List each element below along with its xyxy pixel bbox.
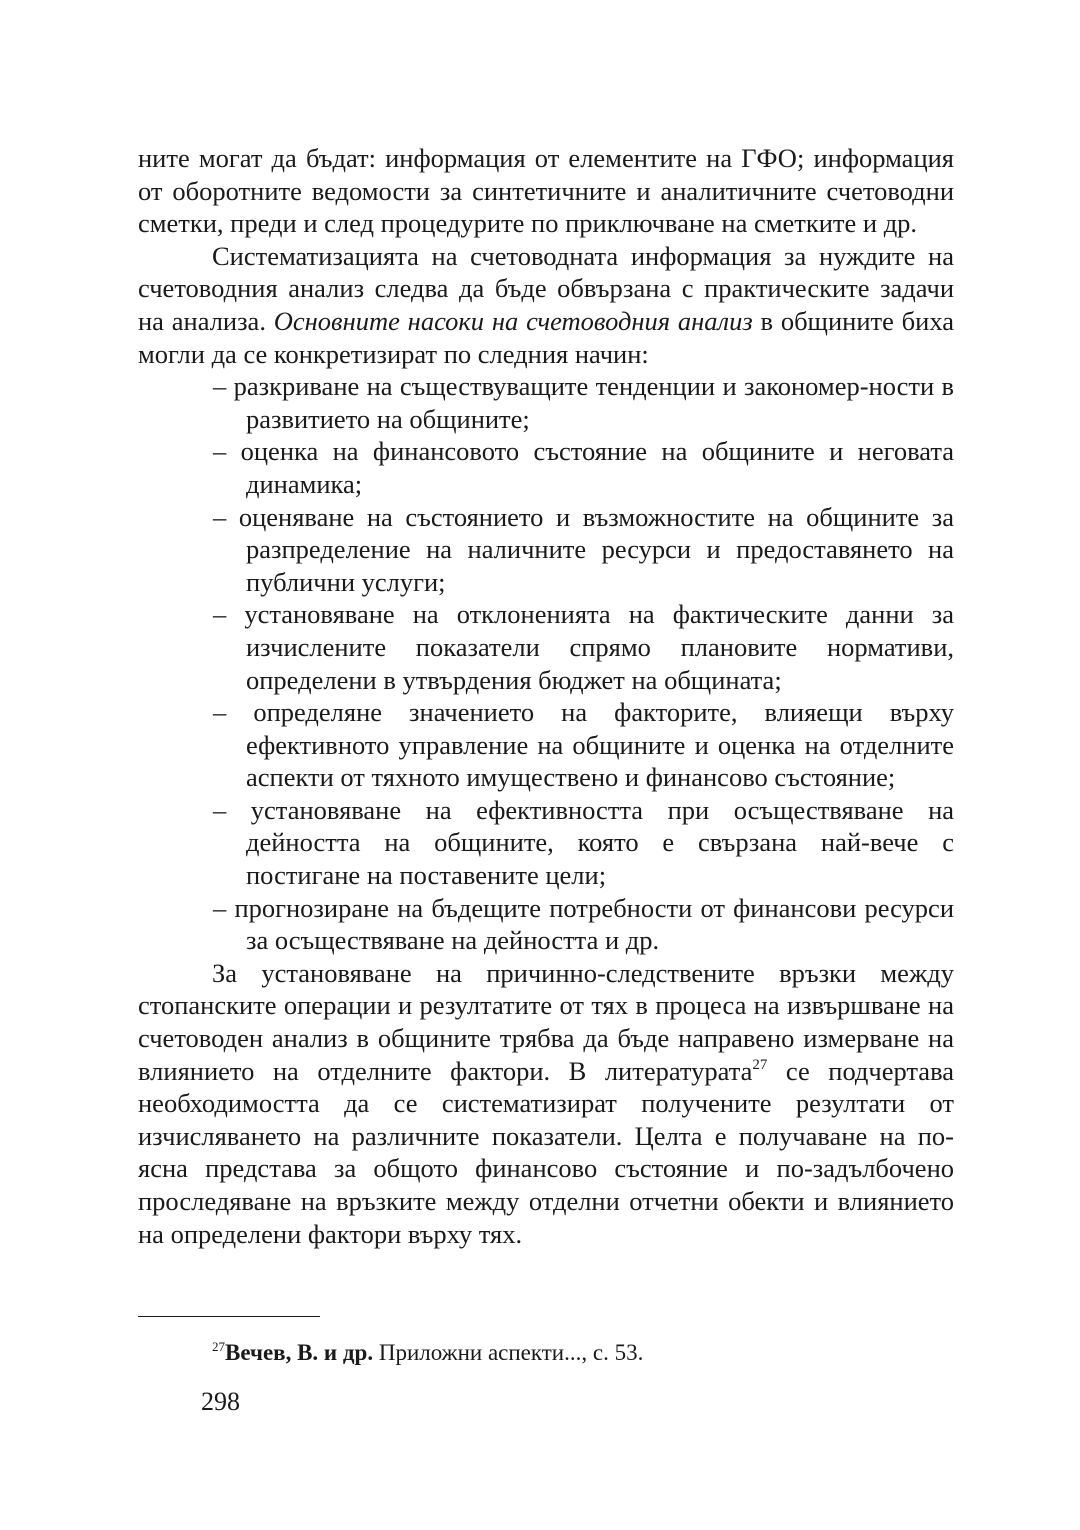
italic-phrase: Основните насоки на счетоводния анализ (273, 305, 753, 336)
page-number: 298 (201, 1387, 240, 1416)
paragraph-systematization (138, 240, 954, 370)
dash-marker: – (213, 794, 227, 825)
list-item-text: установяване на отклоненията на фактическите данни за изчислените показатели спрямо плановите нормативи, определени в утвърдения бюджет на общината; (244, 599, 954, 695)
dash-marker: – (213, 892, 227, 923)
dash-marker: – (213, 436, 227, 467)
list-item (213, 435, 954, 500)
list-item (213, 370, 955, 435)
paragraph-text: в общините биха могли да се конкретизират по следния начин: (138, 305, 954, 369)
list-item-text: установяване на ефективността при осъществяване на дейността на общините, която е свързана най-вече с постигане на поставените цели; (246, 794, 955, 891)
list-item (213, 794, 955, 892)
footnote-separator (138, 1316, 320, 1317)
paragraph-text: За установяване на причинно-следствените връзки между стопанските операции и резултатите от тях в процеса на извършване на счетоводен анализ в общините трябва да бъде направено измерване на влиянието на отделните фактори. В литературата (138, 957, 954, 1086)
list-item (213, 598, 954, 696)
list-item (213, 696, 955, 794)
footnote-number: 27 (212, 1339, 225, 1354)
dash-marker: – (213, 599, 227, 630)
body-text (138, 142, 954, 1250)
paragraph-continued: ните могат да бъдат: информация от елементите на ГФО; информация от оборотните ведомости за синтетичните и аналитичните счетоводни сметки, преди и след процедурите по приключване на сметките и др. (138, 143, 954, 239)
list-item-text: оценяване на състоянието и възможностите на общините за разпределение на наличните ресурси и предоставянето на публични услуги; (238, 501, 954, 597)
dash-marker: – (213, 501, 227, 532)
list-item (213, 501, 954, 599)
list-item (213, 892, 955, 957)
dash-marker: – (213, 371, 227, 402)
footnote-author: Вечев, В. и др. (225, 1340, 374, 1365)
list-item-text: оценка на финансовото състояние на общините и неговата динамика; (240, 436, 954, 499)
paragraph-text: се подчертава необходимостта да се систематизират получените резултати от изчисляването на различните показатели. Целта е получаване на по-ясна представа за общото финансово състояние и по-задълбочено проследяване на връзките между отделни отчетни обекти и влиянието на определени фактори върху тях. (138, 1055, 954, 1249)
footnote (212, 1338, 643, 1368)
paragraph-causal-links (138, 957, 954, 1250)
list-item-text: прогнозиране на бъдещите потребности от финансови ресурси за осъществяване на дейността и др. (234, 892, 955, 956)
dash-marker: – (213, 697, 227, 728)
paragraph-text: Систематизацията на счетоводната информация за нуждите на счетоводния анализ следва да бъде обвързана с практическите задачи на анализа. (138, 240, 954, 336)
footnote-text: Приложни аспекти..., с. 53. (373, 1340, 644, 1365)
list-item-text: определяне значението на факторите, влияещи върху ефективното управление на общините и оценка на отделните аспекти от тяхното имуществено и финансово състояние; (246, 697, 955, 793)
analysis-directions-list (138, 370, 954, 957)
footnote-reference[interactable]: 27 (752, 1056, 768, 1073)
list-item-text: разкриване на съществуващите тенденции и закономер-ности в развитието на общините; (233, 371, 955, 434)
